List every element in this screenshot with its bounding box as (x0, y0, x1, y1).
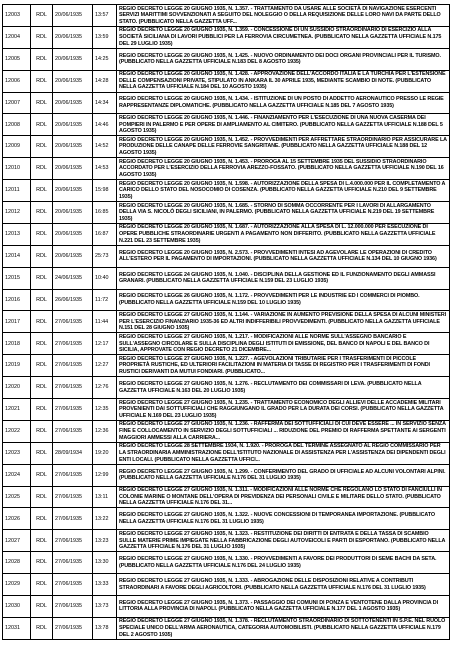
decree-description: REGIO DECRETO LEGGE 20 GIUGNO 1935, N. 1.357. - TRATTAMENTO DA USARE ALLE SOCIETÀ DI NAVIGAZIONE ESERCENTI SERVIZI MARITTIMI SOVVENZIONATI A SEGUITO DEL NOLEGGIO O DELLA REQUISIZIONE DELLE LORO NAVI DA PARTE DELLO STATO. (PUBBLICATO NELLA GAZZETTA UFF... (117, 5, 450, 27)
act-code: 12:17 (93, 333, 117, 355)
act-code: 12:76 (93, 377, 117, 399)
act-code: 16:85 (93, 202, 117, 224)
act-type: RDL (31, 442, 53, 464)
act-code: 14:28 (93, 70, 117, 92)
entry-number: 12029 (3, 574, 31, 596)
act-type: RDL (31, 399, 53, 421)
decree-description: REGIO DECRETO LEGGE 20 GIUGNO 1935, N. 1.685. - STORNO DI SOMMA OCCORRENTE PER I LAVORI DI ALLARGAMENTO DELLA VIA S. NICOLÒ DEGLI SICILIANI, IN PALERMO. (PUBBLICATO NELLA GAZZETTA UFFICIALE N.219 DEL 19 SETTEMBRE 1935) (117, 202, 450, 224)
entry-number: 12014 (3, 245, 31, 267)
act-date: 20/06/1935 (53, 202, 93, 224)
entry-number: 12018 (3, 333, 31, 355)
act-code: 12:35 (93, 399, 117, 421)
act-date: 20/06/1935 (53, 136, 93, 158)
decree-table-body (3, 5, 450, 640)
act-date: 27/06/1935 (53, 596, 93, 618)
table-row (3, 486, 450, 508)
act-date: 27/06/1935 (53, 399, 93, 421)
entry-number: 12030 (3, 596, 31, 618)
decree-description: REGIO DECRETO LEGGE 27 GIUGNO 1935, N. 1.299. - CONFERIMENTO DEL GRADO DI UFFICIALE AD ALCUNI VOLONTARI ALPINI. (PUBBLICATO NELLA GAZZETTA UFFICIALE N.176 DEL 31 LUGLIO 1935) (117, 464, 450, 486)
entry-number: 12010 (3, 158, 31, 180)
act-code: 15:98 (93, 180, 117, 202)
act-code: 14:53 (93, 158, 117, 180)
act-code: 13:73 (93, 596, 117, 618)
act-type: RDL (31, 574, 53, 596)
act-date: 20/06/1935 (53, 180, 93, 202)
act-type: RDL (31, 202, 53, 224)
table-row (3, 5, 450, 27)
table-row (3, 158, 450, 180)
act-type: RDL (31, 70, 53, 92)
table-row (3, 289, 450, 311)
act-type: RDL (31, 355, 53, 377)
decree-description: REGIO DECRETO LEGGE 27 GIUGNO 1935, N. 1.276. - RECLUTAMENTO DEI COMMISSARI DI LEVA. (PUBBLICATO NELLA GAZZETTA UFFICIALE N.163 DEL 20 LUGLIO 1935) (117, 377, 450, 399)
entry-number: 12003 (3, 5, 31, 27)
act-type: RDL (31, 158, 53, 180)
act-type: RDL (31, 377, 53, 399)
act-date: 27/06/1935 (53, 311, 93, 333)
act-date: 20/06/1935 (53, 26, 93, 48)
act-type: RDL (31, 552, 53, 574)
act-type: RDL (31, 114, 53, 136)
act-type: RDL (31, 180, 53, 202)
act-date: 20/06/1935 (53, 114, 93, 136)
table-row (3, 377, 450, 399)
decree-description: REGIO DECRETO LEGGE 20 GIUGNO 1935, N. 2.573. - PROVVEDIMENTI INTESI AD AGEVOLARE LE OPERAZIONI DI CREDITO ALL'ESTERO PER IL PAGAMENTO DI IMPORTAZIONI. (PUBBLICATO NELLA GAZZETTA UFFICIALE N.134 DEL 10 GIUGNO 1936) (117, 245, 450, 267)
entry-number: 12024 (3, 464, 31, 486)
entry-number: 12004 (3, 26, 31, 48)
entry-number: 12028 (3, 552, 31, 574)
act-code: 10:40 (93, 267, 117, 289)
act-date: 26/06/1935 (53, 289, 93, 311)
act-date: 27/06/1935 (53, 617, 93, 639)
act-type: RDL (31, 289, 53, 311)
decree-description: REGIO DECRETO LEGGE 27 GIUGNO 1935, N. 1.333. - ABROGAZIONE DELLE DISPOSIZIONI RELATIVE A CONTRIBUTI STRAORDINARI A FAVORE DEGLI AGRICOLTORI. (PUBBLICATO NELLA GAZZETTA UFFICIALE N.176 DEL 31 LUGLIO 1935) (117, 574, 450, 596)
decree-description: REGIO DECRETO LEGGE 20 GIUGNO 1935, N. 1.434. - ISTITUZIONE DI UN POSTO DI ADDETTO AERONAUTICO PRESSO LE REGIE RAPPRESENTANZE DIPLOMATICHE. (PUBBLICATO NELLA GAZZETTA UFFICIALE N.185 DEL 7 AGOSTO 1935) (117, 92, 450, 114)
act-type: RDL (31, 267, 53, 289)
decree-description: REGIO DECRETO LEGGE 27 GIUGNO 1935, N. 1.322. - NUOVE CONCESSIONI DI TEMPORANEA IMPORTAZIONE. (PUBBLICATO NELLA GAZZETTA UFFICIALE N.176 DEL 31 LUGLIO 1935) (117, 508, 450, 530)
table-row (3, 48, 450, 70)
act-date: 20/06/1935 (53, 245, 93, 267)
table-row (3, 70, 450, 92)
decree-description: REGIO DECRETO LEGGE 20 GIUGNO 1935, N. 1.446. - FINANZIAMENTO PER L'ESECUZIONE DI UNA NUOVA CASERMA DEI POMPIERI IN PALERMO E PER OPERE DI AMPLIAMENTO AL CIMITERO. (PUBBLICATO NELLA GAZZETTA UFFICIALE N.188 DEL 5 AGOSTO 1935) (117, 114, 450, 136)
act-type: RDL (31, 26, 53, 48)
decree-table (2, 4, 450, 640)
entry-number: 12021 (3, 399, 31, 421)
table-row (3, 223, 450, 245)
act-code: 25:73 (93, 245, 117, 267)
entry-number: 12007 (3, 92, 31, 114)
entry-number: 12027 (3, 530, 31, 552)
act-date: 27/06/1935 (53, 486, 93, 508)
table-row (3, 267, 450, 289)
decree-description: REGIO DECRETO LEGGE 20 GIUGNO 1935, N. 1.687. - AUTORIZZAZIONE ALLA SPESA DI L. 12.000.000 PER ESECUZIONE DI OPERE PUBBLICHE STRAORDINARIE URGENTI A PAGAMENTO NON DIFFERITO. (PUBBLICATO NELLA GAZZETTA UFFICIALE N.221 DEL 23 SETTEMBRE 1935) (117, 223, 450, 245)
act-code: 13:22 (93, 508, 117, 530)
act-code: 11:72 (93, 289, 117, 311)
act-date: 27/06/1935 (53, 530, 93, 552)
decree-description: REGIO DECRETO LEGGE 20 GIUGNO 1935, N. 1.425. - NUOVO ORDINAMENTO DEI DOCI ORGANI PROVINCIALI PER IL TURISMO. (PUBBLICATO NELLA GAZZETTA UFFICIALE N.183 DEL 8 AGOSTO 1935) (117, 48, 450, 70)
table-row (3, 596, 450, 618)
act-code: 13:78 (93, 617, 117, 639)
act-type: RDL (31, 311, 53, 333)
entry-number: 12005 (3, 48, 31, 70)
act-type: RDL (31, 464, 53, 486)
act-code: 19:20 (93, 442, 117, 464)
decree-description: REGIO DECRETO LEGGE 27 GIUGNO 1935, N. 1.330. - PROVVEDIMENTI A FAVORE DEI PRODUTTORI DI SEME BACHI DA SETA. (PUBBLICATO NELLA GAZZETTA UFFICIALE N.176 DEL 24 LUGLIO 1935) (117, 552, 450, 574)
act-date: 20/06/1935 (53, 5, 93, 27)
table-row (3, 442, 450, 464)
decree-description: REGIO DECRETO LEGGE 27 GIUGNO 1935, N. 1.235. - TRATTAMENTO ECONOMICO DEGLI ALLIEVI DELLE ACCADEMIE MILITARI PROVENIENTI DAI SOTTUFFICIALI CHE RAGGIUNGANO IL GRADO PER LA DURATA DEI CORSI. (PUBBLICATO NELLA GAZZETTA UFFICIALE N.169 DEL 23 LUGLIO 1935) (117, 399, 450, 421)
entry-number: 12019 (3, 355, 31, 377)
act-type: RDL (31, 530, 53, 552)
decree-description: REGIO DECRETO LEGGE 27 GIUGNO 1935, N. 1.144. - VARIAZIONE IN AUMENTO PREVISIONE DELLA SPESA DI ALCUNI MINISTERI PER L'ESERCIZIO FINANZIARIO 1935-36 ED ALTRI INDIFFERIBILI PROVVEDIMENTI. (PUBBLICATO NELLA GAZZETTA UFFICIALE N.151 DEL 28 GIUGNO 1935) (117, 311, 450, 333)
act-code: 13:59 (93, 26, 117, 48)
table-row (3, 92, 450, 114)
table-row (3, 245, 450, 267)
entry-number: 12016 (3, 289, 31, 311)
decree-description: REGIO DECRETO LEGGE 24 GIUGNO 1935, N. 1.040. - DISCIPLINA DELLA GESTIONE ED IL FUNZIONAMENTO DEGLI AMMASSI GRANARI. (PUBBLICATO NELLA GAZZETTA UFFICIALE N.159 DEL 23 LUGLIO 1935) (117, 267, 450, 289)
decree-description: REGIO DECRETO LEGGE 27 GIUGNO 1935, N. 1.311. - MODIFICAZIONI ALLE NORME CHE REGOLANO LO STATO DI FANCIULLI IN COLONIE MARINE O MONTANE DELL'OPERA DI PREVIDENZA DEI PERSONALI CIVILE E MILITARE DELLO STATO. (PUBBLICATO NELLA GAZZETTA UFFICIALE N.176 DEL 31... (117, 486, 450, 508)
act-date: 27/06/1935 (53, 377, 93, 399)
entry-number: 12026 (3, 508, 31, 530)
act-date: 20/06/1935 (53, 48, 93, 70)
entry-number: 12009 (3, 136, 31, 158)
table-row (3, 399, 450, 421)
act-date: 27/06/1935 (53, 333, 93, 355)
act-type: RDL (31, 596, 53, 618)
act-code: 14:25 (93, 48, 117, 70)
act-code: 14:34 (93, 92, 117, 114)
entry-number: 12006 (3, 70, 31, 92)
table-row (3, 114, 450, 136)
table-row (3, 355, 450, 377)
act-date: 28/09/1934 (53, 442, 93, 464)
act-type: RDL (31, 420, 53, 442)
act-code: 13:57 (93, 5, 117, 27)
act-date: 20/06/1935 (53, 223, 93, 245)
decree-description: REGIO DECRETO LEGGE 27 GIUGNO 1935, N. 1.236. - RAFFERMA DEI SOTTUFFICIALI DI CUI DEVE ESSERE ... IN SERVIZIO SENZA FINE E COLLOCAMENTO IN SERVIZIO DEGLI SOTTUFFICIALI ... RIDUZIONE DEL PREMIO DI RAFFERMA SPETTANTE AI SERGENTI MAGGIORI AMMESSI ALLA CARRIERA... (117, 420, 450, 442)
table-row (3, 420, 450, 442)
decree-description: REGIO DECRETO LEGGE 20 GIUGNO 1935, N. 1.453. - PROROGA AL 15 SETTEMBRE 1935 DEL SUSSIDIO STRAORDINARIO ACCORDATO PER L'ESERCIZIO DELLA FERROVIA AREZZO-FOSSATO. (PUBBLICATO NELLA GAZZETTA UFFICIALE N.190 DEL 16 AGOSTO 1935) (117, 158, 450, 180)
act-date: 20/06/1935 (53, 70, 93, 92)
act-code: 14:52 (93, 136, 117, 158)
table-row (3, 202, 450, 224)
act-date: 20/06/1935 (53, 92, 93, 114)
table-row (3, 530, 450, 552)
entry-number: 12013 (3, 223, 31, 245)
act-code: 13:33 (93, 574, 117, 596)
table-row (3, 136, 450, 158)
act-code: 12:36 (93, 420, 117, 442)
act-date: 27/06/1935 (53, 574, 93, 596)
act-type: RDL (31, 223, 53, 245)
decree-description: REGIO DECRETO LEGGE 20 GIUGNO 1935, N. 1.359. - CONCESSIONE DI UN SUSSIDIO STRAORDINARIO DI ESERCIZIO ALLA SOCIETÀ SICILIANA DI LAVORI PUBBLICI PER LA FERROVIA CIRCUMETNEA. (PUBBLICATO NELLA GAZZETTA UFFICIALE N.175 DEL 29 LUGLIO 1935) (117, 26, 450, 48)
decree-description: REGIO DECRETO LEGGE 27 GIUGNO 1935, N. 1.373. - PASSAGGIO DEI COMUNI DI PONZA E VENTOTENE DALLA PROVINCIA DI LITTORIA ALLA PROVINCIA DI NAPOLI. (PUBBLICATO NELLA GAZZETTA UFFICIALE N.177 DEL 1 AGOSTO 1935) (117, 596, 450, 618)
table-row (3, 311, 450, 333)
act-type: RDL (31, 5, 53, 27)
table-row (3, 180, 450, 202)
act-date: 27/06/1935 (53, 508, 93, 530)
entry-number: 12022 (3, 420, 31, 442)
table-row (3, 617, 450, 639)
table-row (3, 574, 450, 596)
act-code: 13:23 (93, 530, 117, 552)
entry-number: 12015 (3, 267, 31, 289)
table-row (3, 464, 450, 486)
decree-description: REGIO DECRETO LEGGE 28 SETTEMBRE 1934, N. 1.920. - PROROGA DEL TERMINE ASSEGNATO AL REGIO COMMISSARIO PER LA STRAORDINARIA AMMINISTRAZIONE DELL'ISTITUTO NAZIONALE DI ASSISTENZA PER L'ASSISTENZA DEI DIPENDENTI DEGLI ENTI LOCALI. (PUBBLICATO NELLA GAZZETTA UFFICI... (117, 442, 450, 464)
act-type: RDL (31, 245, 53, 267)
table-row (3, 26, 450, 48)
table-row (3, 552, 450, 574)
act-date: 24/06/1935 (53, 267, 93, 289)
entry-number: 12011 (3, 180, 31, 202)
entry-number: 12008 (3, 114, 31, 136)
act-type: RDL (31, 136, 53, 158)
decree-description: REGIO DECRETO LEGGE 27 GIUGNO 1935, N. 1.378. - RECLUTAMENTO STRAORDINARIO DI SOTTOTENENTI IN S.P.E. NEL RUOLO SPECIALE UNICO DELL'ARMA AERONAUTICA, CATEGORIA AUTOMOBILISTI. (PUBBLICATO NELLA GAZZETTA UFFICIALE N.179 DEL 2 AGOSTO 1935) (117, 617, 450, 639)
act-date: 27/06/1935 (53, 464, 93, 486)
act-date: 27/06/1935 (53, 355, 93, 377)
act-type: RDL (31, 508, 53, 530)
decree-description: REGIO DECRETO LEGGE 27 GIUGNO 1935, N. 1.323. - RESTITUZIONE DEI DIRITTI DI ENTRATA E DELLA TASSA DI SCAMBIO SULLE MATERIE PRIME IMPIEGATE NELLA FABBRICAZIONE DEGLI AUTOVEICOLI E PARTI DI ESPORTANO. (PUBBLICATO NELLA GAZZETTA UFFICIALE N.176 DEL 31 LUGLIO 1935) (117, 530, 450, 552)
act-date: 27/06/1935 (53, 420, 93, 442)
act-type: RDL (31, 617, 53, 639)
table-row (3, 333, 450, 355)
act-code: 12:99 (93, 464, 117, 486)
entry-number: 12031 (3, 617, 31, 639)
entry-number: 12012 (3, 202, 31, 224)
act-type: RDL (31, 92, 53, 114)
act-code: 14:46 (93, 114, 117, 136)
act-date: 27/06/1935 (53, 552, 93, 574)
act-code: 16:87 (93, 223, 117, 245)
decree-description: REGIO DECRETO LEGGE 20 GIUGNO 1935, N. 1.452. - PROVVEDIMENTI PER AFFRETTARE STRAORDINARIO PER ASSICURARE LA PRODUZIONE DELLE CANAPE DELLE FERROVIE SANGRITANE. (PUBBLICATO NELLA GAZZETTA UFFICIALE N.188 DEL 12 AGOSTO 1935) (117, 136, 450, 158)
decree-description: REGIO DECRETO LEGGE 26 GIUGNO 1935, N. 1.172. - PROVVEDIMENTI PER LE INDUSTRIE ED I COMMERCI DI PIOMBO. (PUBBLICATO NELLA GAZZETTA UFFICIALE N.159 DEL 10 LUGLIO 1935) (117, 289, 450, 311)
act-code: 13:11 (93, 486, 117, 508)
act-type: RDL (31, 333, 53, 355)
act-date: 20/06/1935 (53, 158, 93, 180)
act-code: 13:30 (93, 552, 117, 574)
act-code: 12:27 (93, 355, 117, 377)
decree-description: REGIO DECRETO LEGGE 27 GIUGNO 1935, N. 1.217. - MODIFICAZIONI ALLE NORME SULL'ASSEGNO BANCARIO E SULL'ASSEGNO CIRCOLARE E SULLA DISCIPLINA DEGLI ISTITUTI DI EMISSIONE, DEL BANCO DI NAPOLI E DEL BANCO DI SICILIA, APPROVATE CON REGIO DECRETO 21 DICEMBRE... (117, 333, 450, 355)
decree-description: REGIO DECRETO LEGGE 20 GIUGNO 1935, N. 1.598. - AUTORIZZAZIONE DELLA SPESA DI L.4.000.000 PER IL COMPLETAMENTO A CARICO DELLO STATO DEL NOSOCOMIO DI COSENZA. (PUBBLICATO NELLA GAZZETTA UFFICIALE N.210 DEL 9 SETTEMBRE 1935) (117, 180, 450, 202)
act-type: RDL (31, 486, 53, 508)
entry-number: 12025 (3, 486, 31, 508)
entry-number: 12017 (3, 311, 31, 333)
entry-number: 12023 (3, 442, 31, 464)
act-code: 11:44 (93, 311, 117, 333)
act-type: RDL (31, 48, 53, 70)
table-row (3, 508, 450, 530)
decree-description: REGIO DECRETO LEGGE 27 GIUGNO 1935, N. 1.227. - AGEVOLAZIONI TRIBUTARIE PER I TRASFERIMENTI DI PICCOLE PROPRIETÀ RUSTICHE, ED ULTERIORI FACILITAZIONI IN MATERIA DI TASSE DI REGISTRO PER I TRASFERIMENTI DI FONDI RUSTICI DERIVANTI DA MUTUI FONDIARI. (PUBBLICATO... (117, 355, 450, 377)
entry-number: 12020 (3, 377, 31, 399)
decree-description: REGIO DECRETO LEGGE 20 GIUGNO 1935, N. 1.428. - APPROVAZIONE DELL'ACCORDO ITALIA E LA TURCHIA PER L'ESTENSIONE DELLE COMPENSAZIONI PRIVATE, STIPULATO IN ANKARA IL 30 APRILE 1935, MEDIANTE SCAMBIO DI NOTE. (PUBBLICATO NELLA GAZZETTA UFFICIALE N.184 DEL 10 AGOSTO 1935) (117, 70, 450, 92)
